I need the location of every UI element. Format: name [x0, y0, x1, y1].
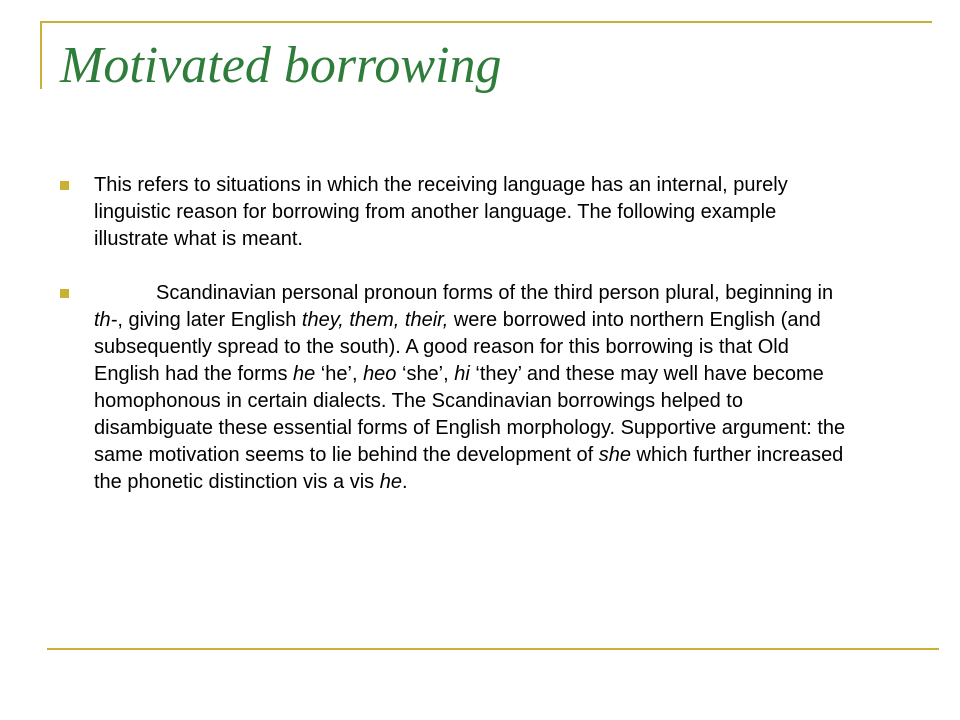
example-text: which further increased the phonetic distinction vis a vis	[94, 444, 844, 493]
example-text-italic: he	[293, 363, 316, 385]
example-text-italic: they, them, their,	[301, 309, 449, 331]
bullet-text: This refers to situations in which the receiving language has an internal, purely linguistic reason for borrowing from another language. The following example illustrate what is meant.	[94, 174, 788, 250]
example-text-italic: heo	[363, 363, 397, 385]
slide-title: Motivated borrowing	[60, 37, 502, 94]
example-text: ‘he’,	[315, 363, 364, 385]
top-rule	[40, 21, 932, 23]
example-text-italic: th-	[94, 309, 118, 331]
example-text: ‘she’,	[396, 363, 455, 385]
example-text: Scandinavian personal pronoun forms of the third person plural, beginning in	[156, 282, 834, 304]
left-rule	[40, 21, 42, 89]
example-text-italic: he	[379, 471, 402, 493]
example-text: , giving later English	[117, 309, 302, 331]
example-text-italic: hi	[454, 363, 470, 385]
example-text: .	[401, 471, 408, 493]
bottom-rule	[47, 648, 939, 650]
bullet-item-example	[60, 280, 850, 496]
example-text-italic: she	[598, 444, 631, 466]
example-text: were borrowed into northern English (and subsequently spread to the south). A good reason for this borrowing is that Old English had the forms	[94, 309, 821, 385]
bullet-list	[60, 172, 850, 496]
square-bullet-icon	[60, 289, 69, 298]
square-bullet-icon	[60, 181, 69, 190]
bullet-item-definition	[60, 172, 850, 253]
example-text: ‘they’ and these may well have become homophonous in certain dialects. The Scandinavian borrowings helped to disambiguate these essential forms of English morphology. Supportive argument: the same motivation seems to lie behind the development of	[94, 363, 846, 466]
